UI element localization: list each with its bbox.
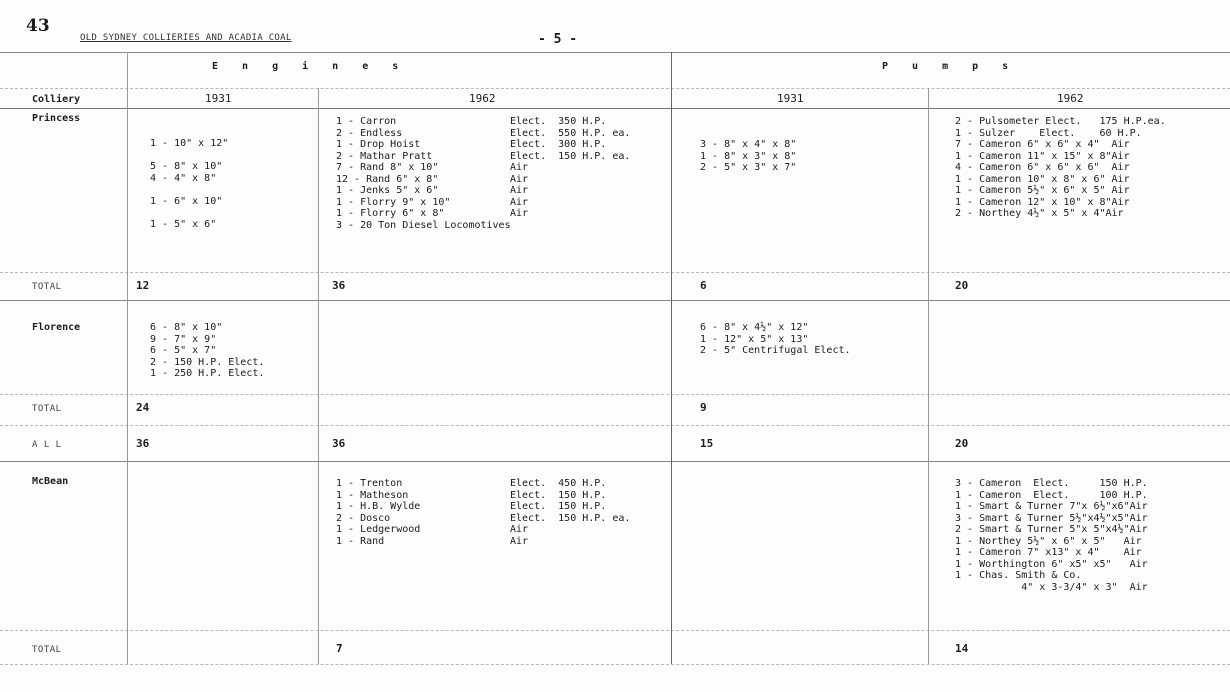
list-line: 1 - 5" x 6": [150, 218, 217, 230]
list-line: 3 - 20 Ton Diesel Locomotives: [336, 219, 511, 231]
list-line: 1 - Cameron 11" x 15" x 8"Air: [955, 150, 1130, 162]
colliery-princess: Princess: [32, 113, 81, 124]
list-line: 1 - Cameron 10" x 8" x 6" Air: [955, 173, 1130, 185]
list-line: [150, 150, 228, 162]
list-line: 2 - 5" x 3" x 7": [700, 162, 797, 173]
list-line: 2 - Endless: [336, 127, 403, 139]
list-line: 1 - Matheson: [336, 489, 409, 501]
list-line: 5 - 8" x 10": [150, 161, 223, 172]
list-line: [150, 207, 228, 219]
list-line: 4 - 4" x 8": [150, 172, 217, 184]
all-pump-1931: 15: [700, 437, 714, 450]
list-line: 4" x 3-3/4" x 3" Air: [955, 581, 1148, 593]
list-line: Air: [510, 173, 529, 185]
princess-engines-1931: [150, 138, 228, 230]
list-line: 1 - Drop Hoist: [336, 139, 421, 150]
rule-florence-total: [0, 394, 1230, 395]
rule-mcbean-total: [0, 630, 1230, 631]
list-line: 1 - 12" x 5" x 13": [700, 333, 809, 345]
list-line: 1 - Cameron 5½" x 6" x 5" Air: [955, 185, 1130, 196]
florence-total-label: TOTAL: [32, 404, 62, 414]
pumps-header: P u m p s: [882, 61, 1018, 72]
colliery-florence: Florence: [32, 322, 81, 333]
list-line: 1 - Trenton: [336, 478, 403, 489]
col-divider-3: [671, 52, 672, 664]
page-marker: 43: [26, 16, 50, 36]
rule-princess-total: [0, 272, 1230, 273]
list-line: 1 - Ledgerwood: [336, 524, 421, 535]
princess-engines-1962-power: [510, 116, 630, 231]
list-line: 1 - 250 H.P. Elect.: [150, 368, 265, 379]
list-line: Elect. 150 H.P.: [510, 501, 607, 512]
list-line: 1 - Chas. Smith & Co.: [955, 570, 1082, 581]
list-line: 7 - Rand 8" x 10": [336, 162, 439, 173]
list-line: Elect. 450 H.P.: [510, 478, 607, 489]
all-eng-1962: 36: [332, 437, 346, 450]
all-label: A L L: [32, 440, 62, 450]
princess-total-pump-1962: 20: [955, 279, 969, 292]
list-line: 12 - Rand 6" x 8": [336, 173, 439, 185]
list-line: [510, 220, 630, 232]
year-1931-engines: 1931: [205, 92, 232, 105]
list-line: 2 - 150 H.P. Elect.: [150, 356, 265, 368]
list-line: 1 - Smart & Turner 7"x 6½"x6"Air: [955, 501, 1148, 512]
colliery-mcbean: McBean: [32, 476, 69, 487]
list-line: 2 - Dosco: [336, 512, 391, 524]
list-line: 1 - 6" x 10": [150, 195, 223, 207]
princess-total-pump-1931: 6: [700, 279, 707, 292]
mcbean-pumps-1962: [955, 478, 1148, 593]
princess-pumps-1931: [700, 139, 796, 174]
list-line: 3 - Smart & Turner 5½"x4½"x5"Air: [955, 512, 1148, 524]
col-divider-1: [127, 52, 128, 664]
list-line: 2 - Smart & Turner 5"x 5"x4½"Air: [955, 524, 1148, 535]
list-line: Air: [510, 185, 529, 196]
year-1962-pumps: 1962: [1057, 92, 1084, 105]
list-line: 1 - Florry 9" x 10": [336, 196, 451, 208]
princess-pumps-1962: [955, 116, 1166, 220]
list-line: Air: [510, 535, 529, 547]
list-line: Air: [510, 162, 529, 173]
page-number: - 5 -: [538, 32, 578, 47]
rule-bottom: [0, 664, 1230, 665]
list-line: 1 - 10" x 12": [150, 138, 229, 149]
list-line: Elect. 550 H.P. ea.: [510, 127, 631, 139]
florence-total-eng-1931: 24: [136, 401, 150, 414]
list-line: 2 - Mathar Pratt: [336, 150, 433, 162]
list-line: 6 - 8" x 10": [150, 322, 223, 333]
mcbean-engines-1962-power: [510, 478, 630, 547]
year-1931-pumps: 1931: [777, 92, 804, 105]
list-line: Air: [510, 208, 529, 219]
year-1962-engines: 1962: [469, 92, 496, 105]
list-line: 9 - 7" x 9": [150, 333, 217, 345]
list-line: 3 - Cameron Elect. 150 H.P.: [955, 478, 1148, 489]
list-line: 7 - Cameron 6" x 6" x 4" Air: [955, 139, 1130, 150]
list-line: Air: [510, 524, 529, 535]
col-divider-2: [318, 88, 319, 664]
all-pump-1962: 20: [955, 437, 969, 450]
list-line: Elect. 350 H.P.: [510, 116, 607, 127]
list-line: 4 - Cameron 6" x 6" x 6" Air: [955, 162, 1130, 173]
rule-all-end: [0, 461, 1230, 462]
rule-princess-end: [0, 300, 1230, 301]
florence-total-pump-1931: 9: [700, 401, 707, 414]
florence-pumps-1931: [700, 322, 851, 357]
list-line: 2 - Northey 4½" x 5" x 4"Air: [955, 208, 1124, 219]
list-line: 1 - Cameron 12" x 10" x 8"Air: [955, 196, 1130, 208]
princess-total-label: TOTAL: [32, 282, 62, 292]
list-line: 1 - H.B. Wylde: [336, 501, 421, 512]
princess-engines-1962-items: [336, 116, 511, 231]
mcbean-total-eng-1962: 7: [336, 642, 343, 655]
mcbean-engines-1962-items: [336, 478, 420, 547]
list-line: Air: [510, 196, 529, 208]
list-line: 6 - 8" x 4½" x 12": [700, 322, 809, 333]
list-line: 1 - Northey 5½" x 6" x 5" Air: [955, 535, 1142, 547]
document-title: OLD SYDNEY COLLIERIES AND ACADIA COAL: [80, 33, 292, 43]
col-divider-4: [928, 88, 929, 664]
list-line: Elect. 300 H.P.: [510, 139, 607, 150]
list-line: 1 - Cameron Elect. 100 H.P.: [955, 489, 1148, 501]
list-line: 1 - Jenks 5" x 6": [336, 185, 439, 196]
list-line: Elect. 150 H.P. ea.: [510, 512, 631, 524]
list-line: 1 - Worthington 6" x5" x5" Air: [955, 558, 1148, 570]
list-line: Elect. 150 H.P. ea.: [510, 150, 631, 162]
list-line: 6 - 5" x 7": [150, 345, 217, 356]
list-line: 1 - Rand: [336, 535, 385, 547]
mcbean-total-pump-1962: 14: [955, 642, 969, 655]
colliery-header: Colliery: [32, 94, 81, 105]
florence-engines-1931: [150, 322, 264, 380]
list-line: 1 - Carron: [336, 116, 397, 127]
rule-years: [0, 88, 1230, 89]
princess-total-eng-1962: 36: [332, 279, 346, 292]
rule-florence-end: [0, 425, 1230, 426]
mcbean-total-label: TOTAL: [32, 645, 62, 655]
list-line: 1 - Florry 6" x 8": [336, 208, 445, 219]
list-line: 1 - 8" x 3" x 8": [700, 150, 797, 162]
list-line: Elect. 150 H.P.: [510, 489, 607, 501]
list-line: 2 - Pulsometer Elect. 175 H.P.ea.: [955, 116, 1166, 127]
list-line: [150, 184, 228, 196]
engines-header: E n g i n e s: [212, 61, 408, 72]
rule-top: [0, 52, 1230, 53]
list-line: 2 - 5" Centrifugal Elect.: [700, 345, 851, 356]
list-line: 1 - Sulzer Elect. 60 H.P.: [955, 127, 1142, 139]
list-line: 1 - Cameron 7" x13" x 4" Air: [955, 547, 1142, 558]
list-line: 3 - 8" x 4" x 8": [700, 139, 797, 150]
rule-header: [0, 108, 1230, 109]
all-eng-1931: 36: [136, 437, 150, 450]
princess-total-eng-1931: 12: [136, 279, 150, 292]
